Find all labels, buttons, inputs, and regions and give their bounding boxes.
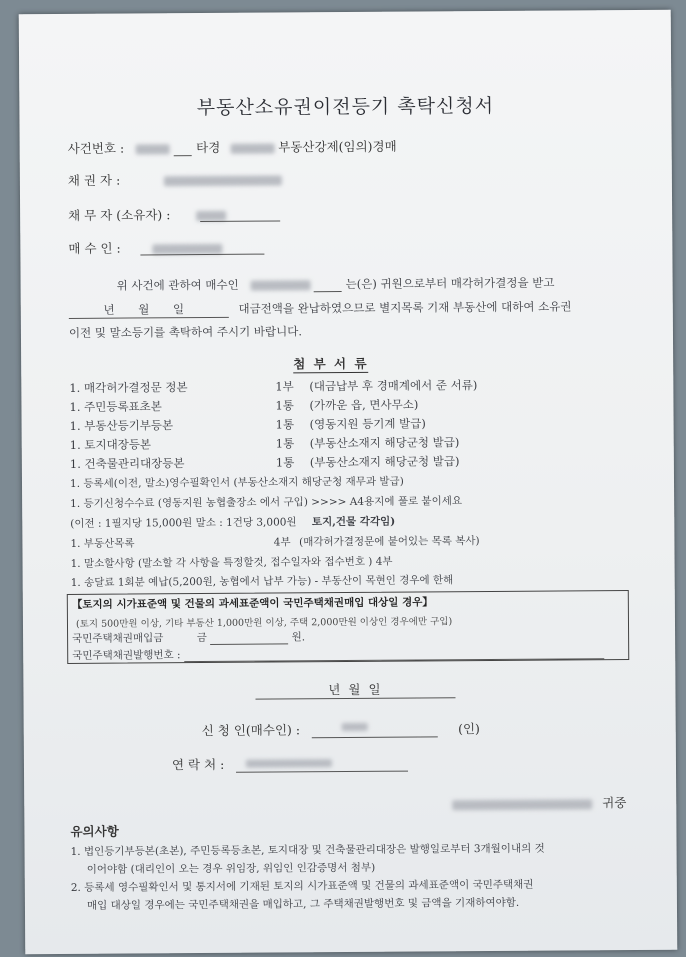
document-page [19, 10, 678, 955]
case-number-line [68, 137, 397, 157]
document-title: 부동산소유권이전등기 촉탁신청서 [196, 94, 495, 120]
attachment-row [69, 397, 418, 415]
case-type: 타경 [196, 139, 221, 156]
note-2-line1: 2. 등록세 영수필확인서 및 통지서에 기재된 토지의 시가표준액 및 건물의 과세표준액이 국민주택채권 [70, 878, 534, 894]
attachment-postage: 1. 송달료 1회분 예납(5,200원, 농협에서 납부 가능) - 부동산이 목현인 경우에 한해 [70, 574, 454, 589]
redacted-creditor [164, 175, 282, 186]
debtor-label: 채 무 자 (소유자) : [68, 207, 171, 223]
attachment-name: 1. 부동산등기부등본 [69, 418, 174, 433]
attachment-row [70, 453, 460, 472]
redacted-debtor [196, 210, 226, 220]
bond-amount-field[interactable] [210, 629, 288, 645]
attachment-qty: 1통 [275, 398, 294, 413]
attachment-registration-fee: 1. 등기신청수수료 (영동지원 농협출장소 에서 구입) >>>> A4용지에 풀로 붙이세요 [70, 495, 463, 510]
redacted-year [136, 144, 170, 154]
case-kind: 부동산강제(임의)경매 [278, 138, 397, 155]
attachment-property-list: 1. 부동산목록 4부 (매각허가결정문에 붙어있는 목록 복사) [70, 535, 480, 550]
seal-mark: (인) [457, 721, 480, 737]
attachment-qty: 1부 [275, 379, 294, 394]
attachment-cancel-items: 1. 말소할사항 (말소할 각 사항을 특정할것, 접수일자와 접수번호 ) 4부 [70, 555, 393, 570]
creditor-label: 채 권 자 : [67, 172, 121, 188]
bond-box-subtitle: (토지 500만원 이상, 기타 부동산 1,000만원 이상, 주택 2,000만원 이상인 경우에만 구입) [75, 616, 453, 630]
attachment-row [70, 434, 460, 453]
attachment-row [69, 377, 477, 396]
attachment-note: (영동지원 등기계 발급) [309, 416, 426, 432]
contact-label: 연 락 처 : [171, 756, 225, 773]
addressee-suffix: 귀중 [602, 795, 627, 811]
note-1-line1: 1. 법인등기부등본(초본), 주민등록등초본, 토지대장 및 건축물관리대장은 발행일로부터 3개월이내의 것 [70, 842, 545, 858]
attachment-note: (가까운 읍, 면사무소) [309, 397, 419, 413]
attachment-name: 1. 매각허가결정문 정본 [69, 380, 188, 395]
case-number-label: 사건번호 : [67, 140, 125, 156]
attachment-qty: 1통 [275, 436, 295, 451]
request-paragraph-line2: 년 월 일 대금전액을 완납하였으므로 별지목록 기재 부동산에 대하여 소유권 [69, 298, 572, 319]
note-2-line2: 매입 대상일 경우에는 국민주택채권을 매입하고, 그 주택채권발행번호 및 금액을 기재하여야함. [86, 896, 520, 912]
application-date: 년 월 일 [255, 679, 455, 699]
attachment-row [70, 415, 426, 433]
applicant-line [202, 719, 480, 739]
buyer-label: 매 수 인 : [68, 240, 121, 256]
attachment-fee-detail: (이전 : 1필지당 15,000원 말소 : 1건당 3,000원 토지,건물 각각임) [70, 515, 396, 530]
bond-issue-number-field[interactable] [184, 644, 604, 662]
redacted-buyer [153, 243, 223, 253]
notes-heading: 유의사항 [70, 823, 119, 839]
attachment-note: (부동산소재지 해당군청 발급) [309, 435, 460, 451]
attachment-note: (대금납부 후 경매계에서 준 서류) [309, 378, 478, 394]
redacted-buyer-name [250, 280, 310, 290]
housing-bond-box [67, 590, 629, 664]
attachment-qty: 1통 [275, 417, 295, 432]
bond-purchase-amount-line: 국민주택채권매입금 금 원. [72, 631, 306, 645]
contact-line [172, 754, 408, 774]
note-1-line2: 이어야함 (대리인이 오는 경우 위임장, 위임인 인감증명서 첨부) [86, 861, 376, 876]
attachment-name: 1. 토지대장등본 [69, 437, 152, 452]
applicant-label: 신 청 인(매수인) : [201, 722, 301, 739]
attachment-name: 1. 주민등록표초본 [69, 399, 162, 414]
redacted-court-name [452, 799, 592, 810]
request-paragraph-line3: 이전 및 말소등기를 촉탁하여 주시기 바랍니다. [68, 324, 303, 340]
request-paragraph-line1: 위 사건에 관하여 매수인 는(은) 귀원으로부터 매각허가결정을 받고 [116, 275, 555, 293]
addressee-line [452, 793, 626, 812]
attachment-registration-tax: 1. 등록세(이전, 말소)영수필확인서 (부동산소재지 해당군청 재무과 발급) [69, 475, 404, 490]
creditor-line [68, 169, 282, 188]
applicant-field [312, 722, 438, 738]
attachment-qty: 1통 [275, 455, 295, 470]
attachment-note: (부동산소재지 해당군청 발급) [309, 454, 460, 470]
bond-issue-number-line: 국민주택채권발행번호 : [72, 644, 604, 663]
bond-box-heading: 【토지의 시가표준액 및 건물의 과세표준액이 국민주택채권매입 대상일 경우】 [71, 596, 433, 611]
attachment-name: 1. 건축물관리대장등본 [69, 456, 185, 471]
contact-field [236, 757, 408, 773]
attachments-heading: 첨 부 서 류 [293, 355, 369, 372]
redacted-case-number [230, 143, 274, 153]
